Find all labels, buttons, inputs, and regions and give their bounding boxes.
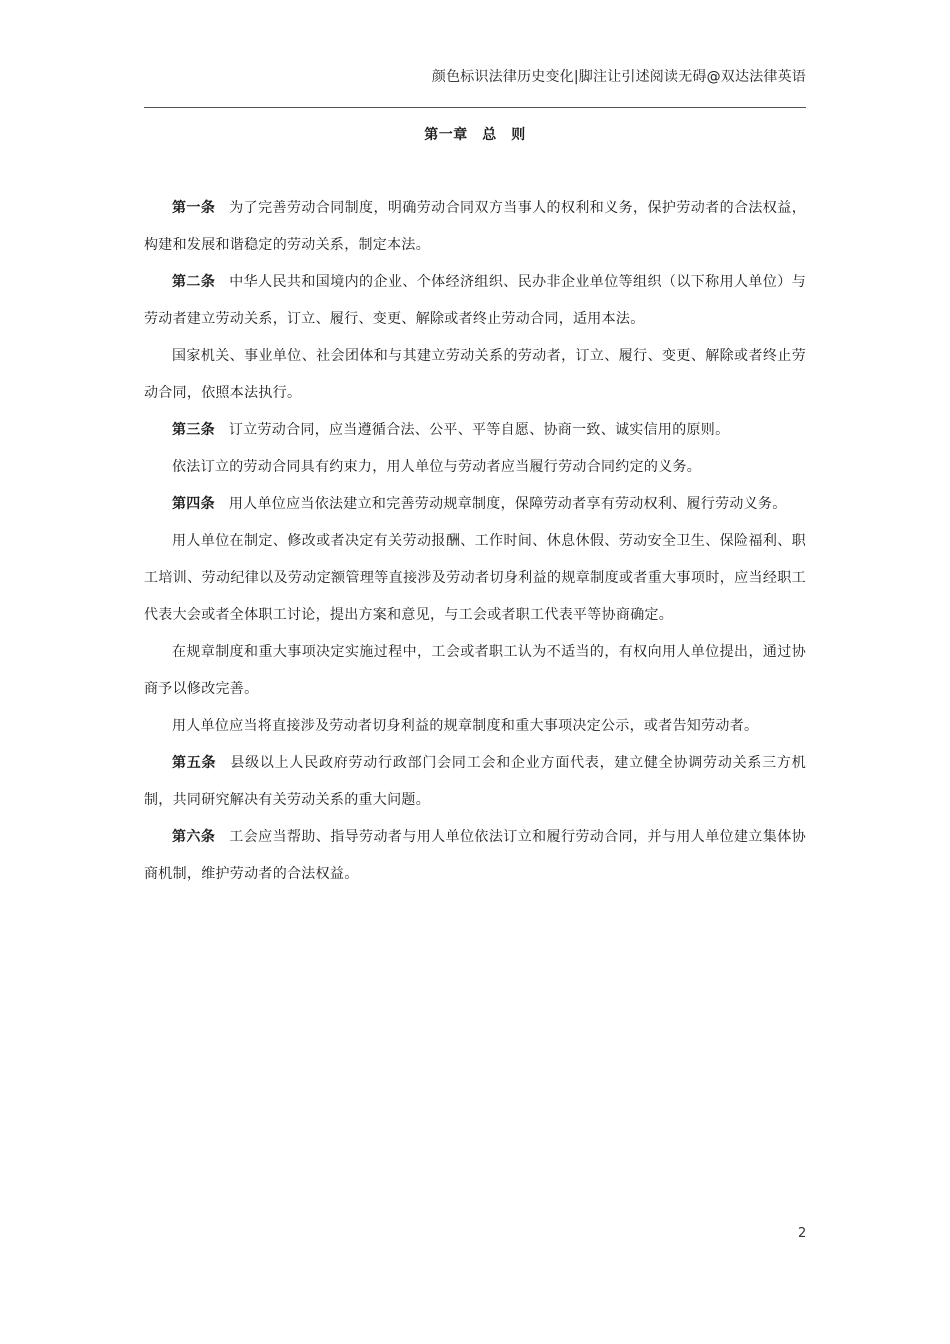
article-text: 为了完善劳动合同制度，明确劳动合同双方当事人的权利和义务，保护劳动者的合法权益，构建和发展和谐稳定的劳动关系，制定本法。 xyxy=(144,200,806,253)
document-body xyxy=(144,190,806,893)
article-4-paragraph xyxy=(144,486,806,523)
article-text: 订立劳动合同，应当遵循合法、公平、平等自愿、协商一致、诚实信用的原则。 xyxy=(228,422,730,438)
article-4-subparagraph xyxy=(144,523,806,634)
page-number: 2 xyxy=(798,1226,807,1241)
header-divider xyxy=(144,107,806,108)
article-text: 用人单位应当将直接涉及劳动者切身利益的规章制度和重大事项决定公示，或者告知劳动者。 xyxy=(172,718,759,734)
article-label: 第五条 xyxy=(172,755,217,771)
article-6-paragraph xyxy=(144,819,806,893)
article-2-subparagraph xyxy=(144,338,806,412)
article-text: 中华人民共和国境内的企业、个体经济组织、民办非企业单位等组织（以下称用人单位）与劳动者建立劳动关系，订立、履行、变更、解除或者终止劳动合同，适用本法。 xyxy=(144,274,806,327)
article-text: 依法订立的劳动合同具有约束力，用人单位与劳动者应当履行劳动合同约定的义务。 xyxy=(172,459,702,475)
article-3-paragraph xyxy=(144,412,806,449)
article-label: 第二条 xyxy=(172,274,216,290)
article-text: 在规章制度和重大事项决定实施过程中，工会或者职工认为不适当的，有权向用人单位提出，通过协商予以修改完善。 xyxy=(144,644,806,697)
article-text: 用人单位在制定、修改或者决定有关劳动报酬、工作时间、休息休假、劳动安全卫生、保险福利、职工培训、劳动纪律以及劳动定额管理等直接涉及劳动者切身利益的规章制度或者重大事项时，应当经职工代表大会或者全体职工讨论，提出方案和意见，与工会或者职工代表平等协商确定。 xyxy=(144,533,806,623)
article-text: 县级以上人民政府劳动行政部门会同工会和企业方面代表，建立健全协调劳动关系三方机制，共同研究解决有关劳动关系的重大问题。 xyxy=(144,755,806,808)
article-text: 工会应当帮助、指导劳动者与用人单位依法订立和履行劳动合同，并与用人单位建立集体协商机制，维护劳动者的合法权益。 xyxy=(144,829,806,882)
article-label: 第一条 xyxy=(172,200,216,216)
article-text: 用人单位应当依法建立和完善劳动规章制度，保障劳动者享有劳动权利、履行劳动义务。 xyxy=(228,496,787,512)
article-label: 第四条 xyxy=(172,496,215,512)
article-1-paragraph xyxy=(144,190,806,264)
page-header: 颜色标识法律历史变化|脚注让引述阅读无碍@双达法律英语 xyxy=(431,69,806,85)
article-text: 国家机关、事业单位、社会团体和与其建立劳动关系的劳动者，订立、履行、变更、解除或者终止劳动合同，依照本法执行。 xyxy=(144,348,806,401)
article-4-subparagraph xyxy=(144,634,806,708)
article-2-paragraph xyxy=(144,264,806,338)
article-5-paragraph xyxy=(144,745,806,819)
article-4-subparagraph xyxy=(144,708,806,745)
article-label: 第六条 xyxy=(172,829,216,845)
article-label: 第三条 xyxy=(172,422,215,438)
chapter-title: 第一章 总 则 xyxy=(424,127,526,143)
article-3-subparagraph xyxy=(144,449,806,486)
